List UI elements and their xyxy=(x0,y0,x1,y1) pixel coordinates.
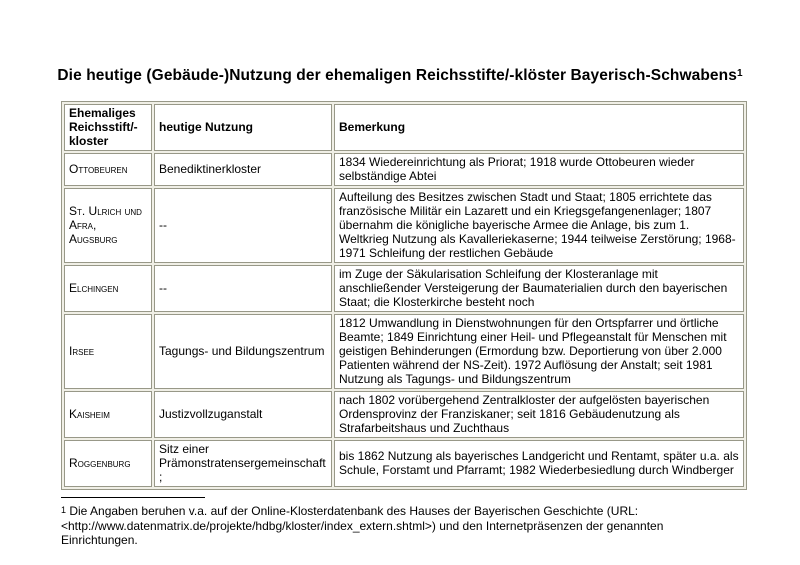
nutzung-cell: -- xyxy=(154,188,332,263)
kloster-cell: Kaisheim xyxy=(64,391,152,438)
bemerkung-cell: Aufteilung des Besitzes zwischen Stadt und Staat; 1805 errichtete das französische Militär ein Lazarett und ein Kriegsgefangenenlager; 1807 übernahm die königliche bayerische Armee die Anlage, bis zum 1. Weltkrieg Nutzung als Kavalleriekaserne; 1944 teilweise Zerstörung; 1968-1971 Schleifung der restlichen Gebäude xyxy=(334,188,744,263)
nutzung-cell: Benediktinerkloster xyxy=(154,153,332,186)
table-body xyxy=(64,153,744,487)
header-bemerkung: Bemerkung xyxy=(334,104,744,151)
kloster-cell: Roggenburg xyxy=(64,440,152,487)
nutzung-cell: Justizvollzuganstalt xyxy=(154,391,332,438)
table-row xyxy=(64,265,744,312)
table-row xyxy=(64,391,744,438)
table-row xyxy=(64,440,744,487)
monastery-usage-table xyxy=(61,101,747,490)
kloster-cell: St. Ulrich und Afra, Augsburg xyxy=(64,188,152,263)
kloster-cell: Ottobeuren xyxy=(64,153,152,186)
footnote-separator-rule xyxy=(61,497,205,498)
bemerkung-cell: 1812 Umwandlung in Dienstwohnungen für den Ortspfarrer und örtliche Beamte; 1849 Einrichtung einer Heil- und Pflegeanstalt für Menschen mit geistigen Behinderungen (Ermordung bzw. Deportierung von über 2.000 Patienten während der NS-Zeit). 1972 Auflösung der Anstalt; seit 1981 Nutzung als Tagungs- und Bildungszentrum xyxy=(334,314,744,389)
header-heutige-nutzung: heutige Nutzung xyxy=(154,104,332,151)
footnote xyxy=(61,504,706,548)
bemerkung-cell: nach 1802 vorübergehend Zentralkloster der aufgelösten bayerischen Ordensprovinz der Franziskaner; seit 1816 Gebäudenutzung als Strafarbeitshaus und Zuchthaus xyxy=(334,391,744,438)
bemerkung-cell: bis 1862 Nutzung als bayerisches Landgericht und Rentamt, später u.a. als Schule, Forstamt und Pfarramt; 1982 Wiederbesiedlung durch Windberger xyxy=(334,440,744,487)
footnote-marker: 1 xyxy=(61,505,67,515)
nutzung-cell: -- xyxy=(154,265,332,312)
kloster-cell: Elchingen xyxy=(64,265,152,312)
kloster-cell: Irsee xyxy=(64,314,152,389)
bemerkung-cell: 1834 Wiedereinrichtung als Priorat; 1918 wurde Ottobeuren wieder selbständige Abtei xyxy=(334,153,744,186)
table-row xyxy=(64,314,744,389)
table-row xyxy=(64,188,744,263)
page-title-text: Die heutige (Gebäude-)Nutzung der ehemaligen Reichsstifte/-klöster Bayerisch-Schwabens xyxy=(57,67,737,84)
nutzung-cell: Sitz einer Prämonstratensergemeinschaft; xyxy=(154,440,332,487)
nutzung-cell: Tagungs- und Bildungszentrum xyxy=(154,314,332,389)
footnote-area xyxy=(61,497,706,548)
table-header-row xyxy=(64,104,744,151)
page-title xyxy=(0,0,800,85)
table-row xyxy=(64,153,744,186)
title-footnote-marker: 1 xyxy=(736,68,743,79)
footnote-text: Die Angaben beruhen v.a. auf der Online-Klosterdatenbank des Hauses der Bayerischen Geschichte (URL: <http://www.datenmatrix.de/projekte/hdbg/kloster/index_extern.shtml>) und den Internetpräsenzen der genannten Einrichtungen. xyxy=(61,504,664,547)
bemerkung-cell: im Zuge der Säkularisation Schleifung der Klosteranlage mit anschließender Versteigerung der Baumaterialien durch den bayerischen Staat; die Klosterkirche besteht noch xyxy=(334,265,744,312)
header-ehemaliges-reichsstift: Ehemaliges Reichsstift/-kloster xyxy=(64,104,152,151)
